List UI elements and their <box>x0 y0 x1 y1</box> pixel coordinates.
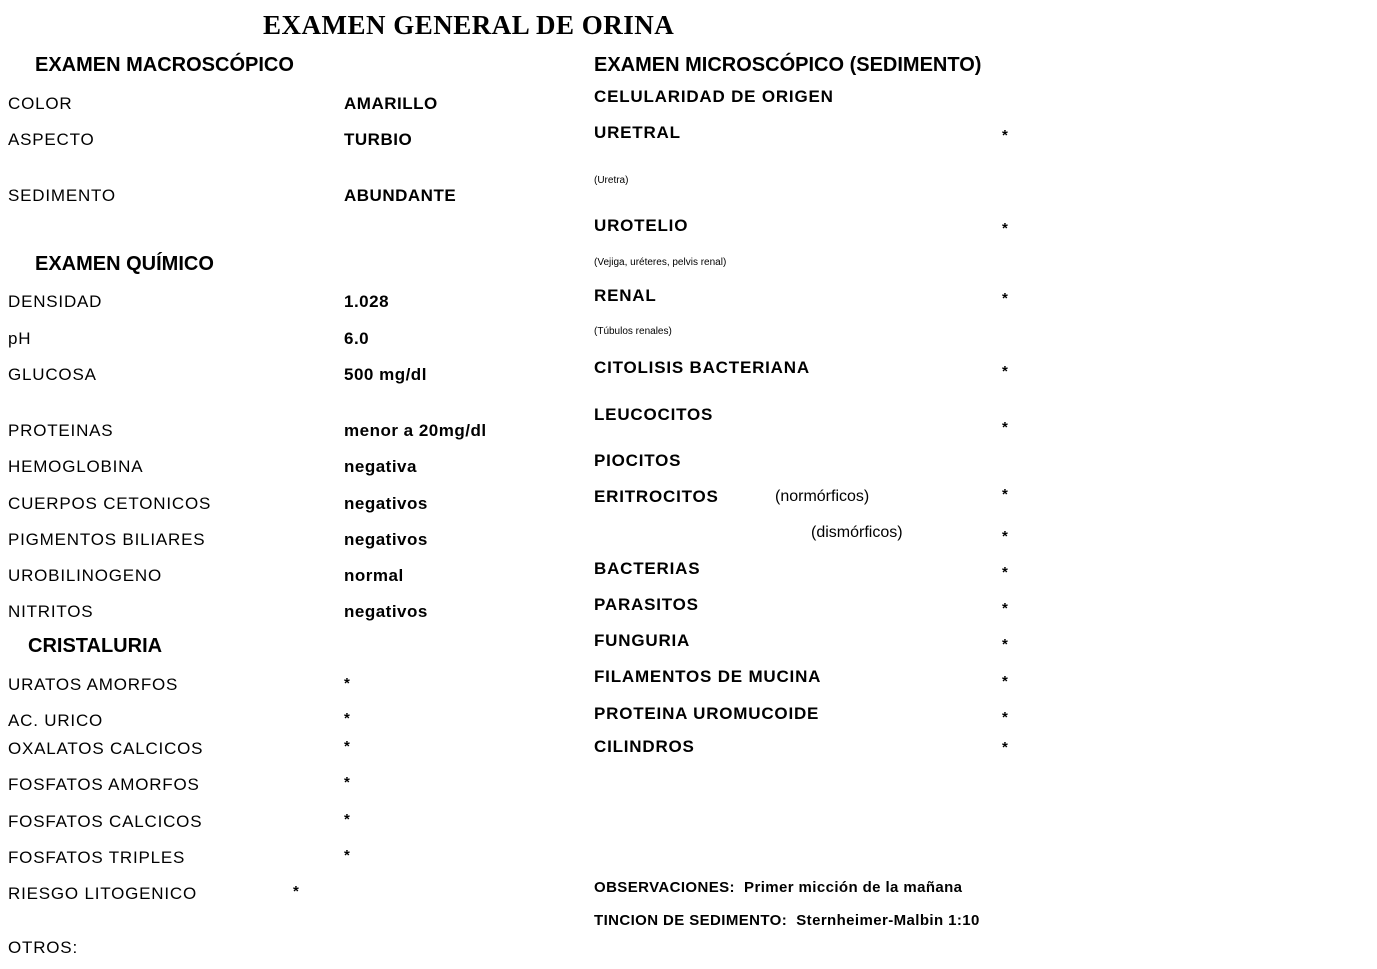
quimico-value-proteinas: menor a 20mg/dl <box>344 421 487 440</box>
cristaluria-label-fosfatos-triples: FOSFATOS TRIPLES <box>8 848 186 867</box>
quimico-label-densidad: DENSIDAD <box>8 292 103 311</box>
macro-value-aspecto: TURBIO <box>344 130 413 149</box>
cristaluria-label-fosfatos-calcicos: FOSFATOS CALCICOS <box>8 812 203 831</box>
urotelio-value: * <box>1002 220 1008 237</box>
macro-label-color: COLOR <box>8 94 73 113</box>
urotelio-note: (Vejiga, uréteres, pelvis renal) <box>594 257 727 268</box>
cristaluria-heading: CRISTALURIA <box>28 635 163 657</box>
parasitos-value: * <box>1002 600 1008 617</box>
quimico-label-cetonicos: CUERPOS CETONICOS <box>8 494 212 513</box>
quimico-value-urobilinogeno: normal <box>344 566 404 585</box>
quimico-value-nitritos: negativos <box>344 602 428 621</box>
quimico-label-glucosa: GLUCOSA <box>8 365 97 384</box>
quimico-value-biliares: negativos <box>344 530 428 549</box>
leucocitos-value: * <box>1002 419 1008 436</box>
filamentos-label: FILAMENTOS DE MUCINA <box>594 667 822 686</box>
proteina-uromucoide-label: PROTEINA UROMUCOIDE <box>594 704 820 723</box>
quimico-label-nitritos: NITRITOS <box>8 602 94 621</box>
parasitos-label: PARASITOS <box>594 595 699 614</box>
cristaluria-value-uratos: * <box>344 675 350 692</box>
uretral-note: (Uretra) <box>594 175 629 186</box>
eritrocitos-dismorficos-value: * <box>1002 528 1008 545</box>
citolisis-label: CITOLISIS BACTERIANA <box>594 358 810 377</box>
micro-heading: EXAMEN MICROSCÓPICO (SEDIMENTO) <box>594 54 982 76</box>
quimico-label-biliares: PIGMENTOS BILIARES <box>8 530 206 549</box>
cristaluria-label-ac-urico: AC. URICO <box>8 711 104 730</box>
cristaluria-value-oxalatos: * <box>344 738 350 755</box>
leucocitos-label: LEUCOCITOS <box>594 405 714 424</box>
filamentos-value: * <box>1002 673 1008 690</box>
funguria-value: * <box>1002 636 1008 653</box>
cristaluria-value-fosfatos-triples: * <box>344 847 350 864</box>
otros-label: OTROS: <box>8 938 78 957</box>
eritrocitos-normorficos: (normórficos) <box>775 488 870 505</box>
quimico-label-urobilinogeno: UROBILINOGENO <box>8 566 162 585</box>
observaciones-value: Primer micción de la mañana <box>744 879 963 896</box>
quimico-value-hemoglobina: negativa <box>344 457 417 476</box>
quimico-label-proteinas: PROTEINAS <box>8 421 114 440</box>
tincion <box>594 912 980 929</box>
cilindros-value: * <box>1002 739 1008 756</box>
cristaluria-label-fosfatos-amorfos: FOSFATOS AMORFOS <box>8 775 200 794</box>
tincion-value: Sternheimer-Malbin 1:10 <box>796 912 980 929</box>
cristaluria-label-oxalatos: OXALATOS CALCICOS <box>8 739 204 758</box>
uretral-label: URETRAL <box>594 123 681 142</box>
renal-note: (Túbulos renales) <box>594 326 672 337</box>
macro-label-sedimento: SEDIMENTO <box>8 186 116 205</box>
eritrocitos-normorficos-value: * <box>1002 486 1008 503</box>
observaciones-label: OBSERVACIONES: <box>594 879 735 896</box>
cristaluria-value-fosfatos-amorfos: * <box>344 774 350 791</box>
quimico-value-glucosa: 500 mg/dl <box>344 365 427 384</box>
cristaluria-value-fosfatos-calcicos: * <box>344 811 350 828</box>
citolisis-value: * <box>1002 363 1008 380</box>
macro-label-aspecto: ASPECTO <box>8 130 95 149</box>
funguria-label: FUNGURIA <box>594 631 691 650</box>
bacterias-value: * <box>1002 564 1008 581</box>
eritrocitos-dismorficos: (dismórficos) <box>811 524 903 541</box>
proteina-uromucoide-value: * <box>1002 709 1008 726</box>
tincion-label: TINCION DE SEDIMENTO: <box>594 912 788 929</box>
page-title: EXAMEN GENERAL DE ORINA <box>263 10 675 40</box>
cristaluria-label-uratos: URATOS AMORFOS <box>8 675 179 694</box>
bacterias-label: BACTERIAS <box>594 559 701 578</box>
quimico-value-cetonicos: negativos <box>344 494 428 513</box>
quimico-heading: EXAMEN QUÍMICO <box>35 253 214 275</box>
quimico-label-ph: pH <box>8 329 32 348</box>
renal-label: RENAL <box>594 286 657 305</box>
macro-heading: EXAMEN MACROSCÓPICO <box>35 54 294 76</box>
eritrocitos-label: ERITROCITOS <box>594 487 719 506</box>
renal-value: * <box>1002 290 1008 307</box>
quimico-value-ph: 6.0 <box>344 329 370 348</box>
uretral-value: * <box>1002 127 1008 144</box>
quimico-label-hemoglobina: HEMOGLOBINA <box>8 457 144 476</box>
cristaluria-label-riesgo: RIESGO LITOGENICO <box>8 884 197 903</box>
celularidad-label: CELULARIDAD DE ORIGEN <box>594 87 834 106</box>
urotelio-label: UROTELIO <box>594 216 689 235</box>
cristaluria-value-ac-urico: * <box>344 710 350 727</box>
macro-value-color: AMARILLO <box>344 94 438 113</box>
quimico-value-densidad: 1.028 <box>344 292 390 311</box>
cristaluria-value-riesgo: * <box>293 883 299 900</box>
piocitos-label: PIOCITOS <box>594 451 682 470</box>
macro-value-sedimento: ABUNDANTE <box>344 186 457 205</box>
cilindros-label: CILINDROS <box>594 737 695 756</box>
observaciones <box>594 879 962 896</box>
